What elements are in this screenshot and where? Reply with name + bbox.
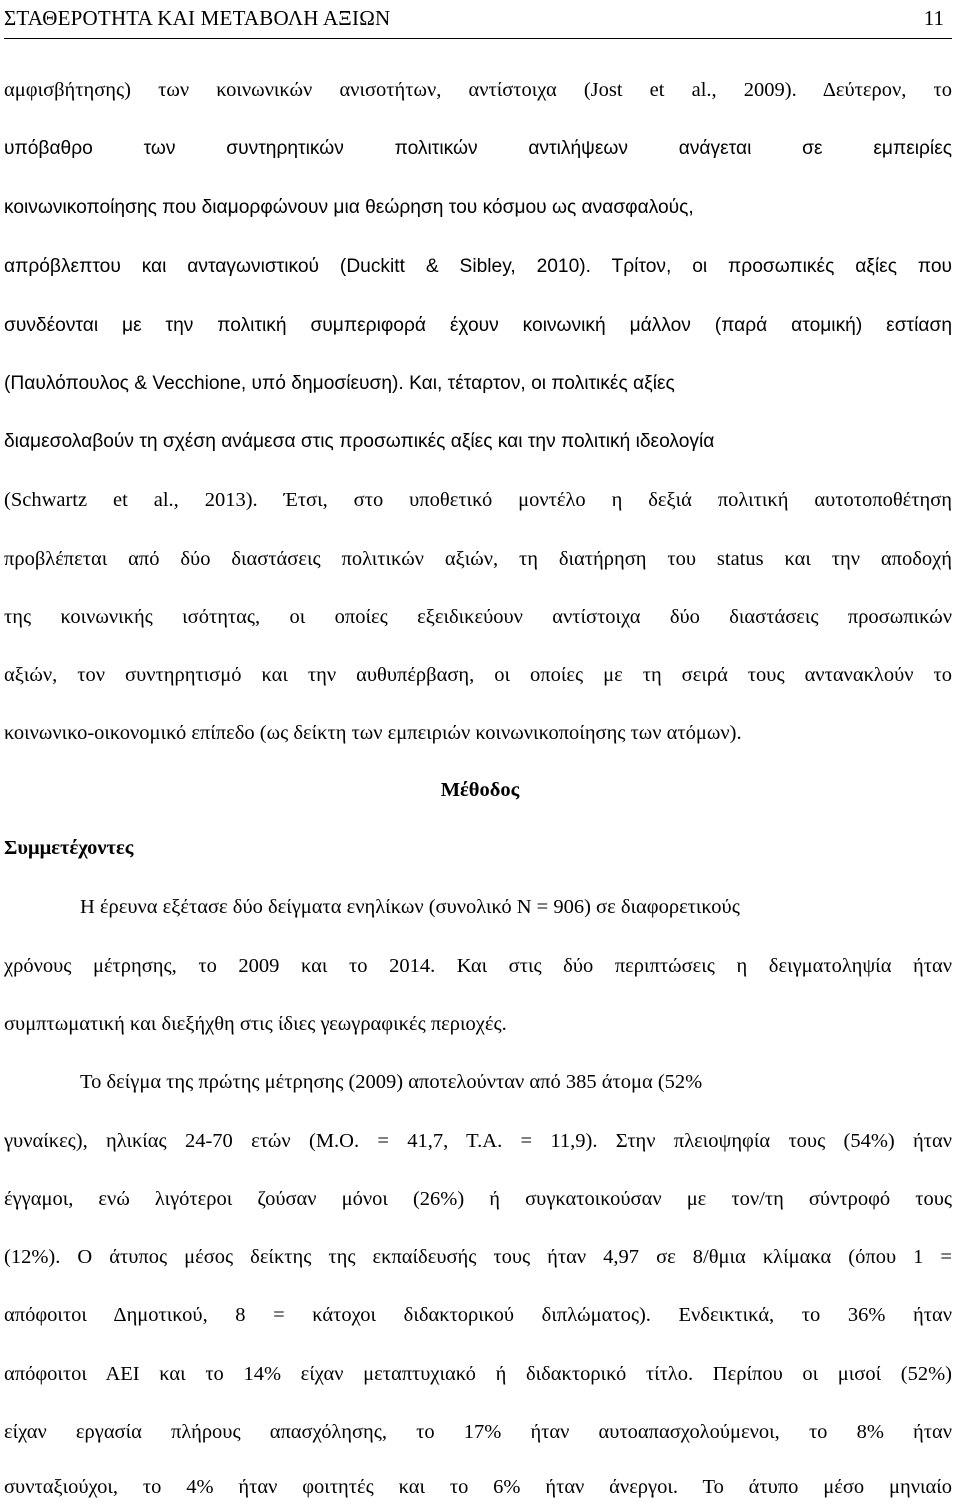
body-text-line: απρόβλεπτου και ανταγωνιστικού (Duckitt & Sibley, 2010). Τρίτον, οι προσωπικές αξίες που	[4, 256, 952, 277]
running-header-title: ΣΤΑΘΕΡΟΤΗΤΑ ΚΑΙ ΜΕΤΑΒΟΛΗ ΑΞΙΩΝ	[4, 6, 391, 30]
body-text-line: Το δείγμα της πρώτης μέτρησης (2009) αποτελούνταν από 385 άτομα (52%	[80, 1071, 703, 1093]
body-text-line: αμφισβήτησης) των κοινωνικών ανισοτήτων, αντίστοιχα (Jost et al., 2009). Δεύτερον, το	[4, 79, 952, 101]
body-text-line: Η έρευνα εξέτασε δύο δείγματα ενηλίκων (συνολικό N = 906) σε διαφορετικούς	[80, 896, 740, 918]
body-text-line: απόφοιτοι ΑΕΙ και το 14% είχαν μεταπτυχιακό ή διδακτορικό τίτλο. Περίπου οι μισοί (52%)	[4, 1363, 952, 1385]
body-text-line: είχαν εργασία πλήρους απασχόλησης, το 17% ήταν αυτοαπασχολούμενοι, το 8% ήταν	[4, 1421, 952, 1443]
body-text-line: κοινωνικοποίησης που διαμορφώνουν μια θεώρηση του κόσμου ως ανασφαλούς,	[4, 197, 694, 218]
body-text-line: (Schwartz et al., 2013). Έτσι, στο υποθετικό μοντέλο η δεξιά πολιτική αυτοτοποθέτηση	[4, 489, 952, 511]
subsection-heading-participants: Συμμετέχοντες	[4, 837, 134, 859]
body-text-line: έγγαμοι, ενώ λιγότεροι ζούσαν μόνοι (26%) ή συγκατοικούσαν με τον/τη σύντροφό τους	[4, 1188, 952, 1210]
body-text-line: συνταξιούχοι, το 4% ήταν φοιτητές και το 6% ήταν άνεργοι. Το άτυπο μέσο μηνιαίο	[4, 1476, 952, 1498]
body-text-line: γυναίκες), ηλικίας 24-70 ετών (Μ.Ο. = 41,7, Τ.Α. = 11,9). Στην πλειοψηφία τους (54%) ήταν	[4, 1130, 952, 1152]
body-text-line: απόφοιτοι Δημοτικού, 8 = κάτοχοι διδακτορικού διπλώματος). Ενδεικτικά, το 36% ήταν	[4, 1304, 952, 1326]
body-text-line: προβλέπεται από δύο διαστάσεις πολιτικών αξιών, τη διατήρηση του status και την αποδοχή	[4, 548, 952, 570]
body-text-line: της κοινωνικής ισότητας, οι οποίες εξειδικεύουν αντίστοιχα δύο διαστάσεις προσωπικών	[4, 606, 952, 628]
body-text-line: αξιών, τον συντηρητισμό και την αυθυπέρβαση, οι οποίες με τη σειρά τους αντανακλούν το	[4, 664, 952, 686]
section-heading-methods: Μέθοδος	[440, 779, 520, 801]
running-header	[4, 4, 952, 39]
body-text-line: (Παυλόπουλος & Vecchione, υπό δημοσίευση). Και, τέταρτον, οι πολιτικές αξίες	[4, 373, 675, 394]
body-text-line: (12%). Ο άτυπος μέσος δείκτης της εκπαίδευσής τους ήταν 4,97 σε 8/θμια κλίμακα (όπου 1 =	[4, 1246, 952, 1268]
body-text-line: διαμεσολαβούν τη σχέση ανάμεσα στις προσωπικές αξίες και την πολιτική ιδεολογία	[4, 431, 715, 452]
body-text-line: συνδέονται με την πολιτική συμπεριφορά έχουν κοινωνική μάλλον (παρά ατομική) εστίαση	[4, 315, 952, 336]
body-text-line: υπόβαθρο των συντηρητικών πολιτικών αντιλήψεων ανάγεται σε εμπειρίες	[4, 138, 952, 159]
body-text-line: κοινωνικο-οικονομικό επίπεδο (ως δείκτη των εμπειριών κοινωνικοποίησης των ατόμων).	[4, 722, 742, 744]
body-text-line: χρόνους μέτρησης, το 2009 και το 2014. Και στις δύο περιπτώσεις η δειγματοληψία ήταν	[4, 955, 952, 977]
body-text-line: συμπτωματική και διεξήχθη στις ίδιες γεωγραφικές περιοχές.	[4, 1013, 507, 1035]
page-number: 11	[923, 6, 944, 30]
